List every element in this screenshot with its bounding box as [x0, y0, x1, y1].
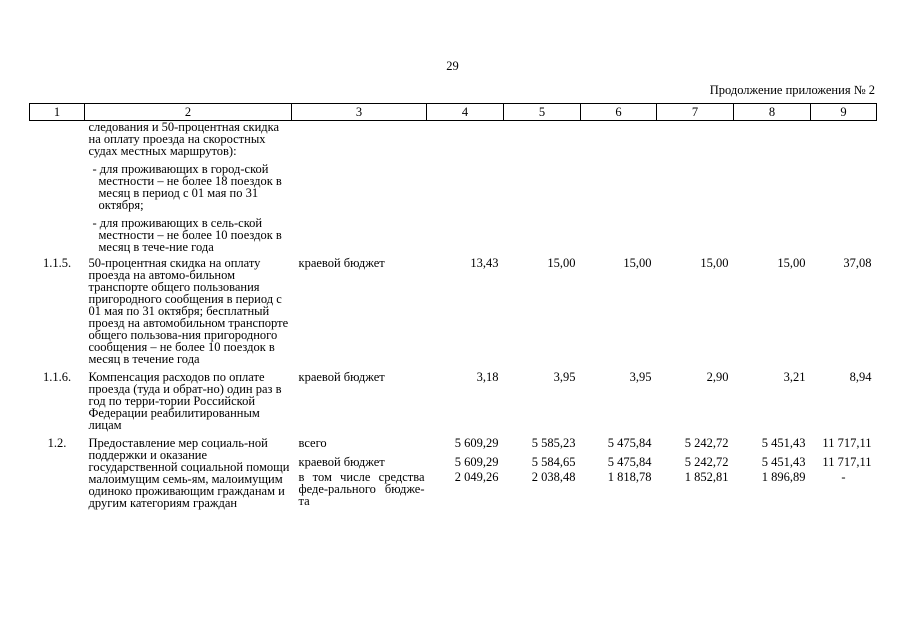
continued-description: следования и 50-процентная скидка на оплату проезда на скоростных судах местных маршрутов):	[88, 120, 280, 158]
value-cell: 1 852,81	[684, 469, 729, 484]
value-cell: 2,90	[706, 370, 729, 384]
row-description: Компенсация расходов по оплате проезда (туда и обрат-но) один раз в год по терри-тории Российской Федерации реабилитированным лицам	[88, 370, 282, 432]
budget-table	[29, 103, 877, 509]
value-cell: 5 242,72	[684, 455, 729, 470]
value-cell: 3,95	[629, 370, 652, 384]
value-cell: 37,08	[843, 256, 872, 270]
row-description: 50-процентная скидка на оплату проезда на автомо-бильном транспорте общего пользования пригородного сообщения в период с 01 мая по 31 октября; бесплатный проезд на автомобильном транспорте общего пользова-ния пригородного сообщения – не более 10 поездок в месяц в течение года	[88, 256, 289, 366]
value-cell: 5 609,29	[454, 436, 499, 450]
row-code: 1.2.	[47, 436, 67, 450]
value-cell: 5 451,43	[761, 436, 806, 450]
row-code: 1.1.6.	[42, 370, 72, 384]
value-cell: 13,43	[470, 256, 499, 270]
value-cell: 15,00	[547, 256, 576, 270]
value-cell: 5 584,65	[531, 455, 576, 470]
value-cell: 8,94	[849, 370, 872, 384]
table-row	[30, 371, 877, 437]
value-cell: 5 242,72	[684, 436, 729, 450]
value-cell: 11 717,11	[822, 436, 872, 450]
value-cell: 3,18	[476, 370, 499, 384]
value-cell: 1 896,89	[761, 469, 806, 484]
funding-source: краевой бюджет	[298, 256, 385, 270]
table-row	[30, 257, 877, 371]
value-cell: 15,00	[623, 256, 652, 270]
funding-source: всего	[298, 436, 327, 450]
value-cell: 5 475,84	[607, 436, 652, 450]
column-header: 9	[811, 104, 877, 121]
page-number: 29	[446, 59, 459, 73]
bullet-urban: - для проживающих в город-ской местности – не более 18 поездок в месяц в период с 01 мая по 31 октября;	[92, 162, 282, 212]
funding-source: в том числе средства феде-рального бюдже-та	[298, 469, 425, 508]
column-header: 4	[427, 104, 504, 121]
value-cell: -	[841, 469, 846, 484]
value-cell: 2 038,48	[531, 469, 576, 484]
bullet-rural: - для проживающих в сель-ской местности – не более 10 поездок в месяц в тече-ние года	[92, 216, 282, 254]
column-header: 2	[85, 104, 292, 121]
column-number-header-row	[30, 104, 877, 121]
value-cell: 5 451,43	[761, 455, 806, 470]
column-header: 8	[734, 104, 811, 121]
value-cell: 5 585,23	[531, 436, 576, 450]
table-row	[30, 437, 877, 456]
row-code: 1.1.5.	[42, 256, 72, 270]
column-header: 7	[657, 104, 734, 121]
column-header: 1	[30, 104, 85, 121]
value-cell: 1 818,78	[607, 469, 652, 484]
value-cell: 5 609,29	[454, 455, 499, 470]
value-cell: 5 475,84	[607, 455, 652, 470]
column-header: 3	[292, 104, 427, 121]
table-row	[30, 121, 877, 258]
value-cell: 15,00	[700, 256, 729, 270]
funding-source: краевой бюджет	[298, 455, 385, 470]
value-cell: 11 717,11	[822, 455, 872, 470]
funding-source: краевой бюджет	[298, 370, 385, 384]
appendix-continuation-label: Продолжение приложения № 2	[709, 83, 875, 97]
column-header: 6	[581, 104, 657, 121]
value-cell: 3,95	[553, 370, 576, 384]
row-description: Предоставление мер социаль-ной поддержки и оказание государственной социальной помощи малоимущим семь-ям, малоимущим одиноко проживающим гражданам и другим категориям граждан	[88, 436, 290, 510]
column-header: 5	[504, 104, 581, 121]
value-cell: 15,00	[777, 256, 806, 270]
value-cell: 3,21	[783, 370, 806, 384]
value-cell: 2 049,26	[454, 469, 499, 484]
